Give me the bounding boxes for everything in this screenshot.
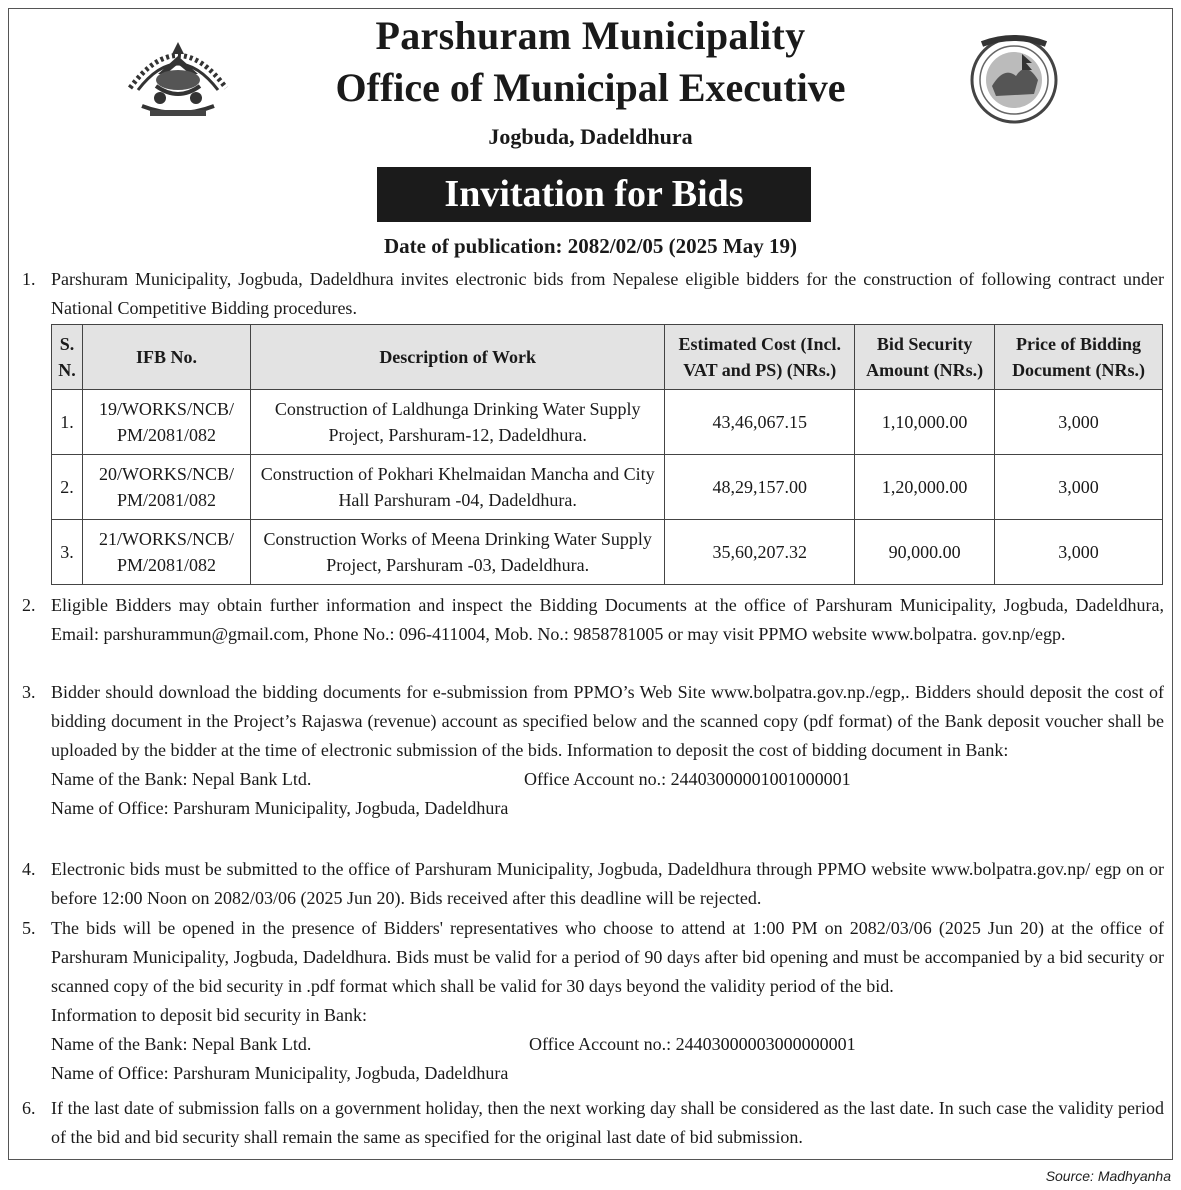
paragraph-4 xyxy=(22,855,1164,913)
table-row xyxy=(52,390,1163,455)
bank-info-text: Information to deposit bid security in Bank: xyxy=(51,1005,367,1025)
column-header-sn: S. N. xyxy=(52,325,83,390)
cell-price: 3,000 xyxy=(995,520,1163,585)
cell-ifb: 20/WORKS/NCB/ PM/2081/082 xyxy=(82,455,250,520)
paragraph-number: 6. xyxy=(22,1098,36,1118)
table-row xyxy=(52,455,1163,520)
office-address: Jogbuda, Dadeldhura xyxy=(488,124,693,149)
cell-description: Construction of Laldhunga Drinking Water Supply Project, Parshuram-12, Dadeldhura. xyxy=(250,390,664,455)
cell-price: 3,000 xyxy=(995,390,1163,455)
cell-description: Construction of Pokhari Khelmaidan Mancha and City Hall Parshuram -04, Dadeldhura. xyxy=(250,455,664,520)
paragraph-3 xyxy=(22,678,1164,823)
cell-description: Construction Works of Meena Drinking Water Supply Project, Parshuram -03, Dadeldhura. xyxy=(250,520,664,585)
cell-sn: 2. xyxy=(52,455,83,520)
paragraph-2 xyxy=(22,591,1164,649)
column-header-price: Price of Bidding Document (NRs.) xyxy=(995,325,1163,390)
bids-table xyxy=(51,324,1163,585)
publication-date: Date of publication: 2082/02/05 (2025 May 19) xyxy=(384,234,797,258)
cell-cost: 43,46,067.15 xyxy=(665,390,855,455)
cell-price: 3,000 xyxy=(995,455,1163,520)
cell-ifb: 19/WORKS/NCB/ PM/2081/082 xyxy=(82,390,250,455)
column-header-cost: Estimated Cost (Incl. VAT and PS) (NRs.) xyxy=(665,325,855,390)
paragraph-number: 1. xyxy=(22,269,36,289)
notice-title: Invitation for Bids xyxy=(377,167,811,222)
paragraph-text: If the last date of submission falls on a government holiday, then the next working day shall be considered as the last date. In such case the validity period of the bid and bid security shall remain the same as specified for the original last date of bid submission. xyxy=(51,1098,1164,1147)
paragraph-number: 3. xyxy=(22,682,36,702)
cell-security: 1,20,000.00 xyxy=(855,455,995,520)
table-row xyxy=(52,520,1163,585)
office-name-text: Name of Office: Parshuram Municipality, Jogbuda, Dadeldhura xyxy=(51,1063,509,1083)
office-name-row xyxy=(51,1059,1164,1088)
paragraph-text: Bidder should download the bidding documents for e-submission from PPMO’s Web Site www.bolpatra.gov.np./egp,. Bidders should deposit the cost of bidding document in the Project’s Rajaswa (revenue) account as specified below and the scanned copy (pdf format) of the Bank deposit voucher shall be uploaded by the bidder at the time of electronic submission of the bids. Information to deposit the cost of bidding document in Bank: xyxy=(51,682,1164,760)
org-name: Parshuram Municipality xyxy=(375,13,806,58)
paragraph-number: 5. xyxy=(22,918,36,938)
cell-security: 1,10,000.00 xyxy=(855,390,995,455)
bank-name: Name of the Bank: Nepal Bank Ltd. xyxy=(51,769,312,789)
paragraph-text: Parshuram Municipality, Jogbuda, Dadeldhura invites electronic bids from Nepalese eligible bidders for the construction of following contract under National Competitive Bidding procedures. xyxy=(51,269,1164,318)
column-header-ifb: IFB No. xyxy=(82,325,250,390)
bank-name: Name of the Bank: Nepal Bank Ltd. xyxy=(51,1034,312,1054)
office-name-text: Name of Office: Parshuram Municipality, Jogbuda, Dadeldhura xyxy=(51,798,509,818)
office-name-row xyxy=(51,794,1164,823)
cell-security: 90,000.00 xyxy=(855,520,995,585)
cell-ifb: 21/WORKS/NCB/ PM/2081/082 xyxy=(82,520,250,585)
paragraph-text: Eligible Bidders may obtain further information and inspect the Bidding Documents at the office of Parshuram Municipality, Jogbuda, Dadeldhura, Email: parshurammun@gmail.com, Phone No.: 096-411004, Mob. No.: 9858781005 or may visit PPMO website www.bolpatra. gov.np/egp. xyxy=(51,595,1164,644)
paragraph-text: The bids will be opened in the presence of Bidders' representatives who choose to attend at 1:00 PM on 2082/03/06 (2025 Jun 20) at the office of Parshuram Municipality, Jogbuda, Dadeldhura. Bids must be valid for a period of 90 days after bid opening and must be accompanied by a bid security or scanned copy of the bid security in .pdf format which shall be valid for 30 days beyond the validity period of the bid. xyxy=(51,918,1164,996)
paragraph-6 xyxy=(22,1094,1164,1152)
bank-details-row xyxy=(51,765,1164,794)
paragraph-number: 4. xyxy=(22,859,36,879)
cell-sn: 1. xyxy=(52,390,83,455)
source-credit: Source: Madhyanha xyxy=(1045,1168,1171,1184)
table-header-row xyxy=(52,325,1163,390)
column-header-security: Bid Security Amount (NRs.) xyxy=(855,325,995,390)
paragraph-number: 2. xyxy=(22,595,36,615)
paragraph-1 xyxy=(22,265,1164,323)
paragraph-5 xyxy=(22,914,1164,1088)
cell-sn: 3. xyxy=(52,520,83,585)
account-number: Office Account no.: 24403000001001000001 xyxy=(524,769,851,789)
bank-info-heading xyxy=(51,1001,1164,1030)
column-header-description: Description of Work xyxy=(250,325,664,390)
account-number: Office Account no.: 24403000003000000001 xyxy=(529,1034,856,1054)
paragraph-text: Electronic bids must be submitted to the office of Parshuram Municipality, Jogbuda, Dadeldhura through PPMO website www.bolpatra.gov.np/ egp on or before 12:00 Noon on 2082/03/06 (2025 Jun 20). Bids received after this deadline will be rejected. xyxy=(51,859,1164,908)
cell-cost: 48,29,157.00 xyxy=(665,455,855,520)
office-name: Office of Municipal Executive xyxy=(335,65,846,110)
bank-details-row xyxy=(51,1030,1164,1059)
cell-cost: 35,60,207.32 xyxy=(665,520,855,585)
